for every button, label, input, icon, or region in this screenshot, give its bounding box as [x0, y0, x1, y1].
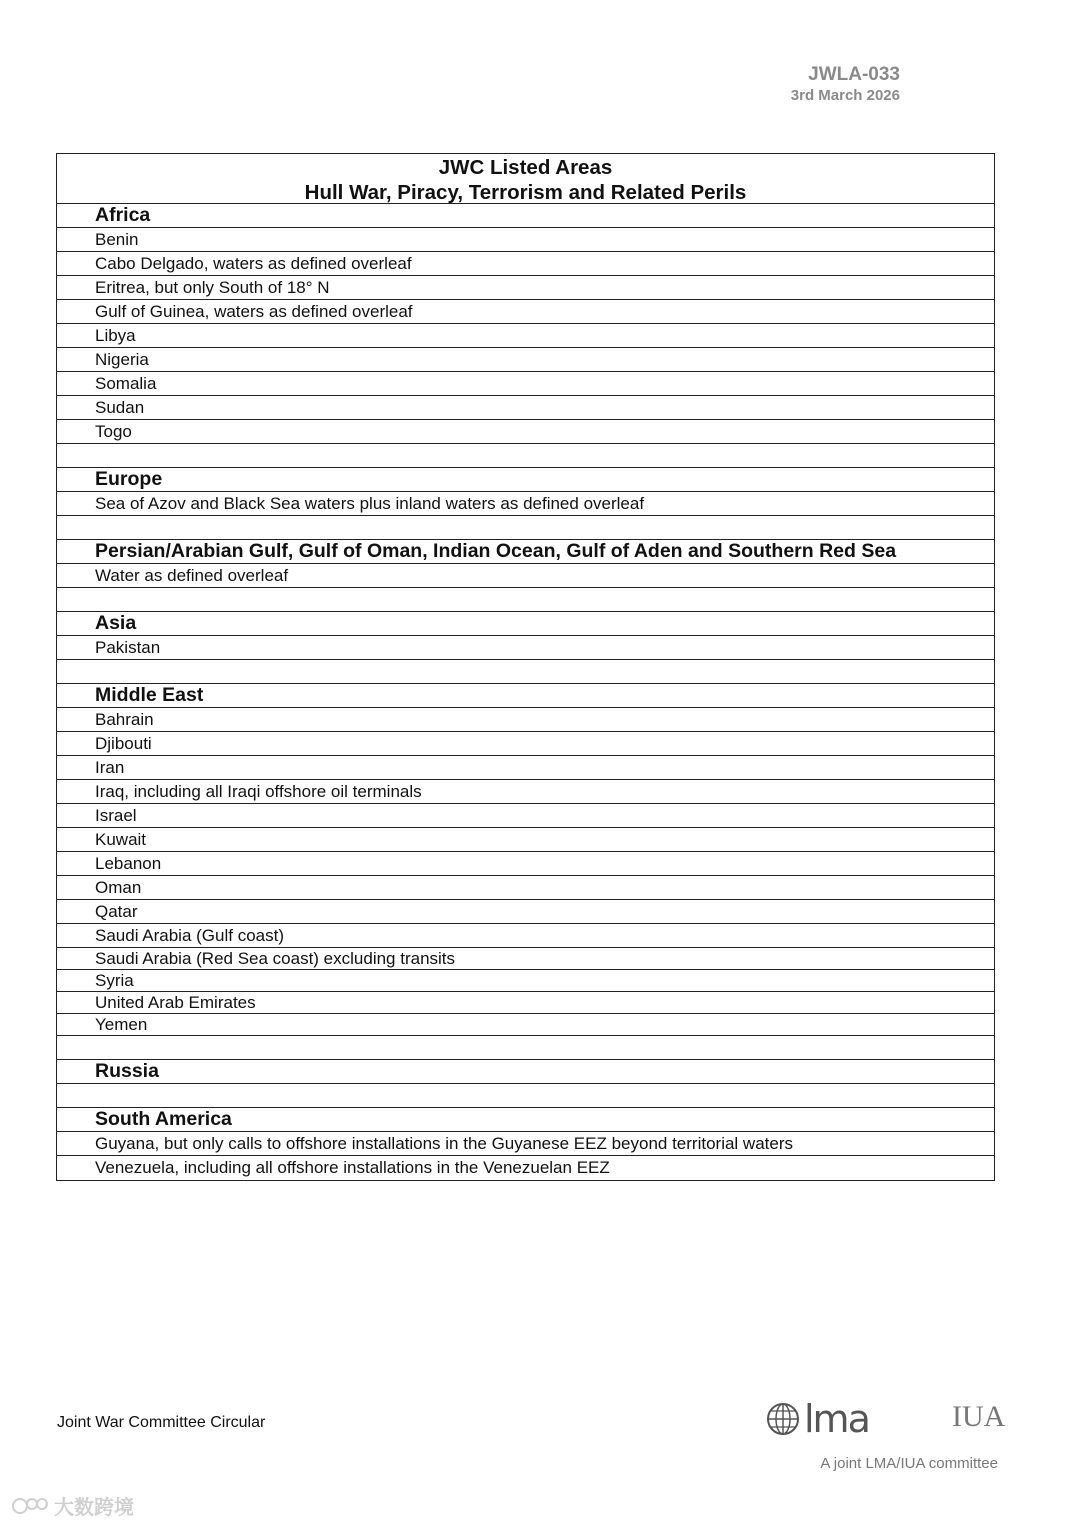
area-item: Yemen	[57, 1014, 994, 1036]
table-title	[57, 154, 994, 204]
area-item: Sudan	[57, 396, 994, 420]
watermark	[10, 1491, 134, 1520]
watermark-text: 大数跨境	[54, 1497, 134, 1519]
section-heading: Asia	[57, 612, 994, 636]
committee-label: A joint LMA/IUA committee	[820, 1455, 998, 1472]
section-heading: Europe	[57, 468, 994, 492]
footer-logos	[766, 1398, 1006, 1448]
area-item: Guyana, but only calls to offshore installations in the Guyanese EEZ beyond territorial waters	[57, 1132, 994, 1156]
reference-code: JWLA-033	[808, 64, 900, 85]
area-item: Togo	[57, 420, 994, 444]
area-item: Somalia	[57, 372, 994, 396]
iua-logo-text: IUA	[952, 1400, 1006, 1433]
spacer-row	[57, 1036, 994, 1060]
section-heading: Africa	[57, 204, 994, 228]
area-item: Eritrea, but only South of 18° N	[57, 276, 994, 300]
iua-logo	[952, 1398, 1006, 1442]
section-heading: Middle East	[57, 684, 994, 708]
table-title-line2: Hull War, Piracy, Terrorism and Related Perils	[304, 181, 747, 204]
watermark-logo-icon	[10, 1496, 50, 1516]
area-item: Libya	[57, 324, 994, 348]
area-item: Saudi Arabia (Red Sea coast) excluding transits	[57, 948, 994, 970]
area-item: Oman	[57, 876, 994, 900]
spacer-row	[57, 516, 994, 540]
document-reference	[791, 64, 900, 106]
document-date: 3rd March 2026	[790, 87, 900, 104]
area-item: Syria	[57, 970, 994, 992]
section-heading: Russia	[57, 1060, 994, 1084]
area-item: Djibouti	[57, 732, 994, 756]
spacer-row	[57, 588, 994, 612]
spacer-row	[57, 444, 994, 468]
globe-icon	[766, 1402, 800, 1436]
area-item: Lebanon	[57, 852, 994, 876]
listed-areas-table	[56, 153, 995, 1181]
table-rows	[57, 204, 994, 1180]
area-item: Iran	[57, 756, 994, 780]
section-heading: Persian/Arabian Gulf, Gulf of Oman, Indian Ocean, Gulf of Aden and Southern Red Sea	[57, 540, 994, 564]
area-item: Pakistan	[57, 636, 994, 660]
area-item: Benin	[57, 228, 994, 252]
area-item: Qatar	[57, 900, 994, 924]
area-item: Water as defined overleaf	[57, 564, 994, 588]
spacer-row	[57, 660, 994, 684]
lma-logo	[766, 1397, 869, 1441]
area-item: Nigeria	[57, 348, 994, 372]
area-item: Gulf of Guinea, waters as defined overleaf	[57, 300, 994, 324]
circular-label: Joint War Committee Circular	[57, 1414, 266, 1431]
area-item: Israel	[57, 804, 994, 828]
area-item: Bahrain	[57, 708, 994, 732]
area-item: Sea of Azov and Black Sea waters plus inland waters as defined overleaf	[57, 492, 994, 516]
area-item: Kuwait	[57, 828, 994, 852]
section-heading: South America	[57, 1108, 994, 1132]
area-item: Cabo Delgado, waters as defined overleaf	[57, 252, 994, 276]
spacer-row	[57, 1084, 994, 1108]
area-item: United Arab Emirates	[57, 992, 994, 1014]
area-item: Venezuela, including all offshore installations in the Venezuelan EEZ	[95, 1158, 610, 1177]
table-title-line1: JWC Listed Areas	[438, 156, 613, 179]
area-item: Iraq, including all Iraqi offshore oil terminals	[57, 780, 994, 804]
lma-logo-text: lma	[804, 1397, 869, 1441]
area-item: Saudi Arabia (Gulf coast)	[57, 924, 994, 948]
